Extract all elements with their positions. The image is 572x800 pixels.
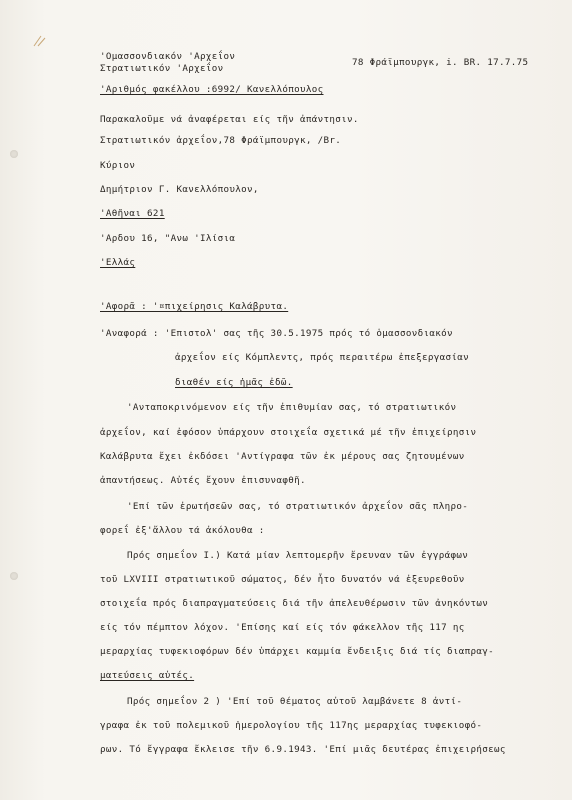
paragraph-line: 'Ανταποκρινόμενον είς τῆν ἐπιθυμίαν σας, τό στρατιωτικόν (127, 402, 457, 413)
paragraph-line: ρων. Τό ἔγγραφα ἔκλεισε τῆν 6.9.1943. 'Επί μιᾶς δευτέρας ἐπιχειρήσεως (100, 744, 506, 755)
recipient-name: Δημήτριον Γ. Κανελλόπουλον, (100, 184, 259, 195)
paragraph-line: στοιχεΐα πρός διαπραγματεύσεις διά τῆν ἀπελευθέρωσιν τῶν ἀνηκόντων (100, 598, 489, 609)
paragraph-line: τοῦ LXVIII στρατιωτικοῦ σώματος, δέν ἦτο δυνατόν νά ἐξευρεθοῦν (100, 574, 465, 585)
punch-hole (10, 150, 18, 158)
place-and-date: 78 Φράϊμπουργκ, i. BR. 17.7.75 (352, 57, 529, 68)
paragraph-line: 'Επί τῶν ἐρωτήσεῶν σας, τό στρατιωτικόν ἀρχεΐον σᾶς πληρο- (127, 501, 469, 512)
paragraph-line: γραφα ἐκ τοῦ πολεμικοῦ ἡμερολογίου τῆς 117ης μεραρχίας τυφεκιοφό- (100, 720, 483, 731)
paragraph-line: ἀπαντήσεως. Αὐτές ἔχουν ἐπισυναφθῆ. (100, 475, 306, 486)
paragraph-line: φορεΐ ἐξ'ἄλλου τά ἀκόλουθα : (100, 525, 265, 536)
paragraph-line: Καλάβρυτα ἔχει ἐκδόσει 'Αντίγραφα τῶν ἐκ μέρους σας ζητουμένων (100, 451, 465, 462)
recipient-country: 'Ελλάς (100, 257, 136, 268)
paragraph-line: Πρός σημεΐον 2 ) 'Επί τοῦ θέματος αὐτοῦ λαμβάνετε 8 ἀντί- (127, 696, 463, 707)
archive-name-line1: 'Ομασσονδιακόν 'Αρχεΐον (100, 51, 236, 62)
archive-name-line2: Στρατιωτικόν 'Αρχεΐον (100, 63, 224, 74)
paragraph-line: ἀρχεΐον, καί ἐφόσον ὑπάρχουν στοιχεΐα σχετικά μέ τῆν ἐπιχείρησιν (100, 427, 477, 438)
punch-hole (10, 572, 18, 580)
subject-line: 'Αφορᾶ : '¤πιχείρησις Καλάβρυτα. (100, 301, 289, 312)
recipient-salutation: Κύριον (100, 160, 136, 171)
paragraph-line: είς τόν πέμπτον λόχον. 'Επίσης καί είς τόν φάκελλον τῆς 117 ης (100, 622, 465, 633)
reference-line: 'Αναφορά : 'Επιστολ' σας τῆς 30.5.1975 πρός τό ὁμασσονδιακόν (100, 328, 453, 339)
paragraph-line: μεραρχίας τυφεκιοφόρων δέν ὑπάρχει καμμία ἔνδειξις διά τίς διαπραγ- (100, 646, 495, 657)
pen-mark-icon (32, 34, 48, 48)
paragraph-line: ματεύσεις αὐτές. (100, 670, 195, 681)
reply-request: Παρακαλοῦμε νά ἀναφέρεται είς τῆν ἀπάντησιν. (100, 114, 359, 125)
file-reference: 'Αριθμός φακέλλου :6992/ Κανελλόπουλος (100, 84, 324, 95)
recipient-street: 'Αρδου 16, "Ανω 'Ιλίσια (100, 233, 236, 244)
reference-line: διαθέν είς ἡμᾶς ἐδῶ. (175, 377, 293, 388)
sender-line: Στρατιωτικόν ἀρχεΐον,78 Φράϊμπουργκ, /Βr. (100, 135, 342, 146)
paragraph-line: Πρός σημεΐον Ι.) Κατά μίαν λεπτομερῆν ἔρευναν τῶν ἐγγράφων (127, 550, 469, 561)
recipient-city: 'Αθῆναι 621 (100, 208, 165, 219)
reference-line: ἀρχεΐον είς Κόμπλεντς, πρός περαιτέρω ἐπεξεργασίαν (175, 352, 470, 363)
